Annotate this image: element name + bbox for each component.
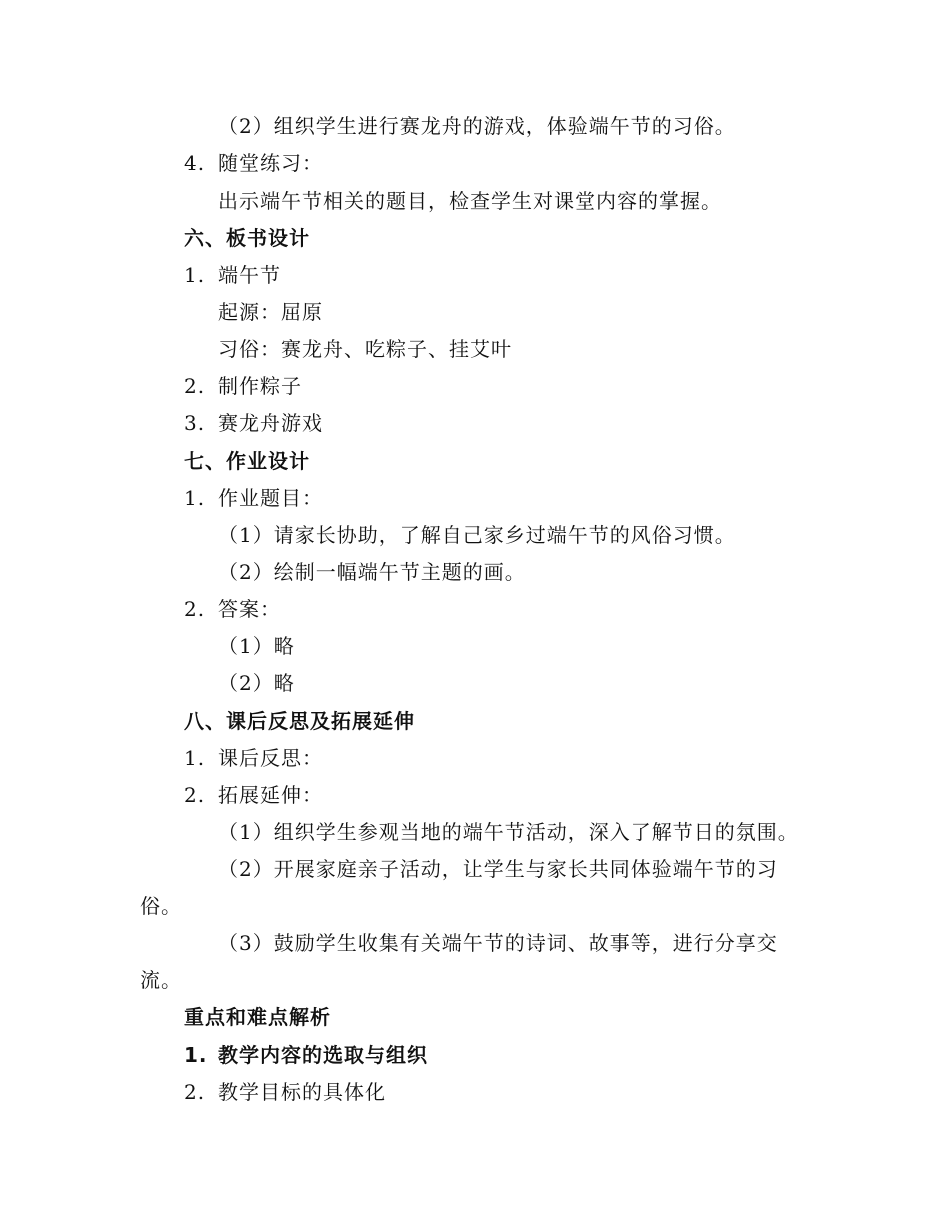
paragraph-line	[218, 298, 323, 326]
text: 制作粽子	[218, 374, 302, 398]
text: 八、课后反思及拓展延伸	[184, 709, 415, 733]
list-item	[184, 149, 323, 177]
paragraph-line	[218, 855, 778, 883]
list-item	[184, 1041, 428, 1069]
text: （3）鼓励学生收集有关端午节的诗词、故事等，进行分享交	[218, 931, 778, 955]
paragraph-line	[218, 335, 512, 363]
text: 习俗：赛龙舟、吃粽子、挂艾叶	[218, 337, 512, 361]
text: （2）开展家庭亲子活动，让学生与家长共同体验端午节的习	[218, 857, 778, 881]
paragraph-line	[140, 966, 182, 994]
text: （2）略	[218, 671, 295, 695]
text: （1）组织学生参观当地的端午节活动，深入了解节日的氛围。	[218, 820, 799, 844]
text: 随堂练习：	[218, 151, 323, 175]
list-item	[184, 595, 281, 623]
text: 流。	[140, 968, 182, 992]
list-item	[184, 781, 323, 809]
list-item	[184, 261, 281, 289]
list-number: 1.	[184, 1043, 208, 1067]
list-item	[184, 744, 323, 772]
text: （2）绘制一幅端午节主题的画。	[218, 560, 526, 584]
list-number: 3.	[184, 411, 206, 435]
paragraph-line	[218, 818, 799, 846]
section-heading	[184, 224, 310, 252]
paragraph-line	[218, 632, 295, 660]
text: 教学内容的选取与组织	[218, 1043, 428, 1067]
text: （2）组织学生进行赛龙舟的游戏，体验端午节的习俗。	[218, 114, 736, 138]
section-heading	[184, 1003, 331, 1031]
paragraph-line	[218, 187, 722, 215]
list-number: 1.	[184, 486, 206, 510]
text: 重点和难点解析	[184, 1005, 331, 1029]
section-heading	[184, 447, 310, 475]
paragraph-line	[218, 521, 736, 549]
text: 六、板书设计	[184, 226, 310, 250]
paragraph-line	[218, 669, 295, 697]
list-number: 1.	[184, 263, 206, 287]
section-heading	[184, 707, 415, 735]
list-number: 2.	[184, 597, 206, 621]
list-number: 2.	[184, 783, 206, 807]
text: 教学目标的具体化	[218, 1080, 386, 1104]
text: 出示端午节相关的题目，检查学生对课堂内容的掌握。	[218, 189, 722, 213]
list-number: 1.	[184, 746, 206, 770]
paragraph-line	[218, 558, 526, 586]
list-item	[184, 1078, 386, 1106]
text: 赛龙舟游戏	[218, 411, 323, 435]
text: 七、作业设计	[184, 449, 310, 473]
list-item	[184, 484, 323, 512]
text: 课后反思：	[218, 746, 323, 770]
paragraph-line	[140, 892, 182, 920]
text: 端午节	[218, 263, 281, 287]
list-number: 2.	[184, 1080, 206, 1104]
text: （1）略	[218, 634, 295, 658]
text: 俗。	[140, 894, 182, 918]
text: （1）请家长协助，了解自己家乡过端午节的风俗习惯。	[218, 523, 736, 547]
text: 答案：	[218, 597, 281, 621]
list-item	[184, 409, 323, 437]
text: 作业题目：	[218, 486, 323, 510]
list-number: 4.	[184, 151, 206, 175]
list-item	[184, 372, 302, 400]
paragraph-line	[218, 929, 778, 957]
paragraph-line	[218, 112, 736, 140]
list-number: 2.	[184, 374, 206, 398]
text: 起源：屈原	[218, 300, 323, 324]
text: 拓展延伸：	[218, 783, 323, 807]
